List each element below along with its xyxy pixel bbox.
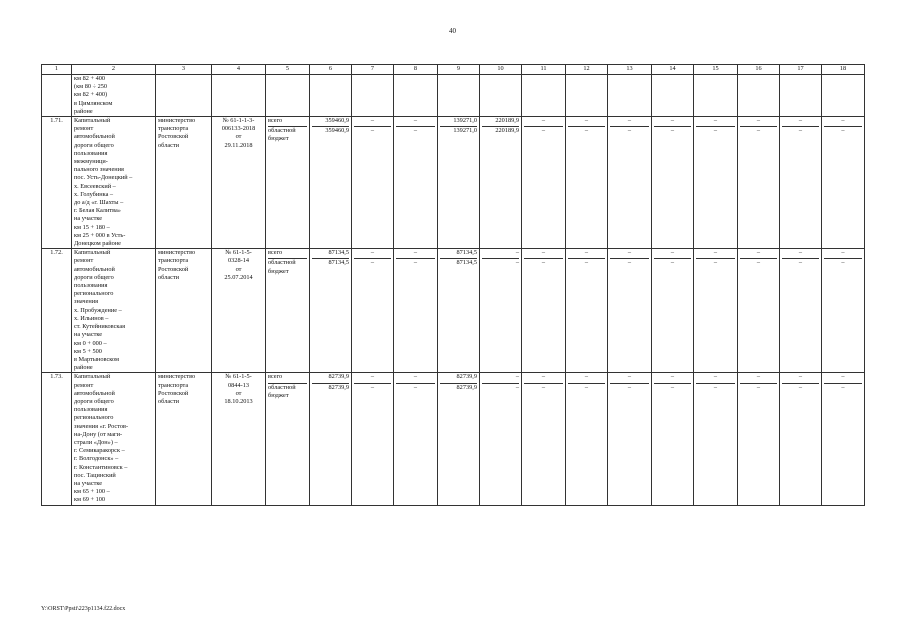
total-value: 139271,0 [440,117,477,127]
road-name-line: в Мартыновском [74,355,119,363]
road-name-line: ремонт [74,125,94,133]
road-name-line: км 15 + 180 – [74,223,110,231]
source-total: всего [268,373,307,383]
customer-line: Ростовской [158,265,189,273]
road-name-line: км 69 + 100 [74,496,106,504]
total-value: 87134,5 [440,249,477,259]
value-cell [566,117,608,249]
value-cell [652,249,694,373]
column-header: 6 [310,65,352,75]
customer-line: области [158,273,180,281]
road-name-line: до а/д «г. Шахты – [74,199,124,207]
column-header: 1 [42,65,72,75]
road-name-line: пального значения [74,166,124,174]
source-budget-line: областной [268,383,296,391]
customer-line: министерство [158,373,196,381]
row-number: 1.71. [42,117,72,249]
value-cell [522,117,566,249]
budget-value: – [756,259,761,267]
total-value: – [824,117,862,127]
contract-line: 18.10.2013 [224,397,253,405]
table-cell [608,75,652,117]
funding-source [266,373,310,505]
customer-line: транспорта [158,257,189,265]
total-value: – [396,373,435,383]
total-value: – [396,117,435,127]
contract-line: № 61-1-5- [225,373,252,381]
source-budget-line: областной [268,127,296,135]
road-name-line: км 82 + 400 [74,75,106,82]
value-cell [780,373,822,505]
road-name-line: ремонт [74,257,94,265]
budget-value: – [584,383,589,391]
value-cell [694,373,738,505]
contract-line: от [235,265,242,273]
table-cell [310,75,352,117]
value-cell [738,117,780,249]
budget-value: – [756,127,761,135]
value-cell [608,249,652,373]
column-header: 16 [738,65,780,75]
road-name-line: пользования [74,406,108,414]
road-name-line: км 5 + 500 [74,347,102,355]
road-name-line: регионального [74,290,114,298]
total-value: – [354,373,391,383]
column-header: 14 [652,65,694,75]
table-cell [566,75,608,117]
budget-value: – [541,127,546,135]
road-name-line: дороги общего [74,141,114,149]
road-name-line: х. Ильинов – [74,314,109,322]
budget-value: – [798,259,803,267]
column-header: 12 [566,65,608,75]
road-name [72,117,156,249]
value-cell [310,249,352,373]
customer-line: Ростовской [158,389,189,397]
budget-value: – [515,259,519,267]
road-name-line: районе [74,107,93,115]
budget-value: – [370,259,375,267]
table-cell [780,75,822,117]
row-number: 1.72. [42,249,72,373]
value-cell [522,249,566,373]
source-total: всего [268,249,307,259]
contract-line: от [235,133,242,141]
road-name [72,249,156,373]
road-name-line: регионального [74,414,114,422]
contract-line: 0328-14 [228,257,249,265]
total-value: – [482,249,519,259]
contract-line: № 61-1-5- [225,249,252,257]
road-name-line: км 65 + 100 – [74,488,110,496]
value-cell [310,373,352,505]
road-name-line: значения [74,298,98,306]
column-header: 5 [266,65,310,75]
budget-value: – [670,259,675,267]
customer [156,249,212,373]
contract-line: 29.11.2018 [224,141,253,149]
budget-value: – [756,383,761,391]
value-cell [438,373,480,505]
customer-line: Ростовской [158,133,189,141]
value-cell [352,373,394,505]
customer [156,117,212,249]
column-header: 15 [694,65,738,75]
source-total: всего [268,117,307,127]
source-budget-line: бюджет [268,391,289,399]
customer-line: министерство [158,249,196,257]
road-name-line: км 0 + 000 – [74,339,107,347]
total-value: – [654,117,691,127]
road-name-line: г. Константиновск – [74,463,128,471]
value-cell [352,249,394,373]
total-value: – [524,373,563,383]
road-name-line: г. Белая Калитва» [74,207,121,215]
budget-value: – [841,383,845,391]
total-value: – [568,249,605,259]
value-cell [652,117,694,249]
source-budget-line: областной [268,259,296,267]
table-row [42,373,865,505]
budget-value: – [413,127,418,135]
road-name-line: х. Голубинка – [74,190,114,198]
road-name-line: (км 80 ÷ 250 [74,83,108,91]
column-header: 10 [480,65,522,75]
column-header: 7 [352,65,394,75]
table-cell [352,75,394,117]
contract-line: от [235,389,242,397]
value-cell [694,117,738,249]
table-cell [266,75,310,117]
total-value: – [824,373,862,383]
total-value: – [824,249,862,259]
total-value: 359460,9 [312,117,349,127]
road-name-line: км 25 + 000 в Усть- [74,231,126,239]
road-name-line: районе [74,364,93,372]
road-name-line: значения «г. Ростов- [74,422,129,430]
budget-value: – [584,259,589,267]
road-name-line: пользования [74,149,108,157]
road-name-line: межмуници- [74,158,108,166]
total-value: – [396,249,435,259]
value-cell [480,249,522,373]
total-value: 220189,9 [482,117,519,127]
total-value: – [782,373,819,383]
road-name-line: х. Пробуждение – [74,306,122,314]
value-cell [780,117,822,249]
road-name-line: на участке [74,215,103,223]
budget-value: 87134,5 [456,259,477,267]
value-cell [310,117,352,249]
continuation-row [42,75,865,117]
funding-source [266,117,310,249]
road-name-line: автомобильной [74,265,115,273]
budget-value: – [670,383,675,391]
value-cell [738,249,780,373]
table-cell [156,75,212,117]
contract-line: 0844-13 [228,381,249,389]
road-name-line: пос. Усть-Донецкий – [74,174,133,182]
budget-value: – [541,259,546,267]
column-header: 13 [608,65,652,75]
value-cell [608,373,652,505]
road-name-line: Донецком районе [74,240,121,248]
total-value: – [610,117,649,127]
road-name-line: автомобильной [74,389,115,397]
value-cell [822,249,865,373]
row-number: 1.73. [42,373,72,505]
budget-value: – [370,383,375,391]
value-cell [480,117,522,249]
value-cell [352,117,394,249]
contract [212,117,266,249]
column-header: 11 [522,65,566,75]
budget-value: 359460,9 [325,127,349,135]
road-name-line: ремонт [74,381,94,389]
table-row [42,117,865,249]
budget-value: – [627,259,632,267]
contract [212,249,266,373]
budget-value: – [413,259,418,267]
column-header: 3 [156,65,212,75]
program-table [41,64,865,506]
table-cell [394,75,438,117]
total-value: 87134,5 [312,249,349,259]
budget-value: – [713,127,718,135]
road-name-line: дороги общего [74,397,114,405]
budget-value: – [584,127,589,135]
table-row [42,249,865,373]
value-cell [822,117,865,249]
column-header: 18 [822,65,865,75]
road-name-line: автомобильной [74,133,115,141]
total-value: – [354,117,391,127]
total-value: – [482,373,519,383]
column-header: 2 [72,65,156,75]
value-cell [566,249,608,373]
road-name-line: км 82 + 400) [74,91,108,99]
footer-file-path: Y:\ORST\Ppsti\223p1134.f22.docx [41,606,126,612]
column-header: 4 [212,65,266,75]
total-value: – [654,373,691,383]
total-value: – [782,249,819,259]
table-cell [212,75,266,117]
contract-line: 25.07.2014 [224,273,253,281]
total-value: – [740,117,777,127]
table-cell [738,75,780,117]
value-cell [394,249,438,373]
road-name-line: в Цимлянском [74,99,113,107]
table-cell [522,75,566,117]
value-cell [522,373,566,505]
total-value: – [654,249,691,259]
total-value: – [782,117,819,127]
value-cell [480,373,522,505]
table-cell [694,75,738,117]
value-cell [394,373,438,505]
budget-value: – [713,383,718,391]
budget-value: 87134,5 [328,259,349,267]
road-name-line: пос. Тацинский [74,471,116,479]
total-value: – [524,117,563,127]
budget-value: – [841,127,845,135]
budget-value: – [627,127,632,135]
value-cell [780,249,822,373]
budget-value: – [798,383,803,391]
value-cell [738,373,780,505]
total-value: – [610,249,649,259]
customer [156,373,212,505]
contract [212,373,266,505]
source-budget-line: бюджет [268,135,289,143]
total-value: – [354,249,391,259]
road-name [72,373,156,505]
budget-value: 82739,9 [328,383,349,391]
funding-source [266,249,310,373]
table-cell [438,75,480,117]
value-cell [438,249,480,373]
road-name-line: г. Семикаракорск – [74,447,125,455]
column-header: 8 [394,65,438,75]
road-name-line: на участке [74,331,103,339]
road-name-line: Капитальный [74,117,111,125]
value-cell [822,373,865,505]
road-name-line: на-Дону (от маги- [74,430,123,438]
customer-line: министерство [158,117,196,125]
header-row [42,65,865,75]
source-budget-line: бюджет [268,267,289,275]
road-name-line: Капитальный [74,249,111,257]
budget-value: – [370,127,375,135]
budget-value: 220189,9 [495,127,519,135]
budget-value: – [670,127,675,135]
total-value: – [696,117,735,127]
road-name-line: на участке [74,479,103,487]
table-cell [72,75,156,117]
budget-value: – [713,259,718,267]
total-value: – [524,249,563,259]
road-name-line: Капитальный [74,373,111,381]
value-cell [566,373,608,505]
page-number: 40 [449,27,456,35]
total-value: – [568,373,605,383]
road-name-line: дороги общего [74,273,114,281]
budget-value: – [841,259,845,267]
table-cell [652,75,694,117]
road-name-line: страли «Дон») – [74,438,118,446]
budget-value: 82739,9 [456,383,477,391]
value-cell [608,117,652,249]
table-cell [480,75,522,117]
value-cell [394,117,438,249]
budget-value: – [541,383,546,391]
total-value: 82739,9 [440,373,477,383]
total-value: 82739,9 [312,373,349,383]
value-cell [438,117,480,249]
value-cell [652,373,694,505]
column-header: 9 [438,65,480,75]
budget-value: – [798,127,803,135]
contract-line: 006133-2018 [221,125,256,133]
total-value: – [740,249,777,259]
customer-line: транспорта [158,381,189,389]
total-value: – [568,117,605,127]
contract-line: № 61-1-1-3- [222,117,255,125]
customer-line: области [158,397,180,405]
value-cell [694,249,738,373]
budget-value: – [627,383,632,391]
customer-line: области [158,141,180,149]
total-value: – [740,373,777,383]
customer-line: транспорта [158,125,189,133]
road-name-line: х. Евсеевский – [74,182,116,190]
column-header: 17 [780,65,822,75]
total-value: – [610,373,649,383]
budget-value: – [515,383,519,391]
budget-value: – [413,383,418,391]
table-cell [42,75,72,117]
total-value: – [696,373,735,383]
road-name-line: ст. Кутейниковская [74,323,126,331]
table-cell [822,75,865,117]
road-name-line: г. Волгодонск» – [74,455,119,463]
road-name-line: пользования [74,282,108,290]
total-value: – [696,249,735,259]
budget-value: 139271,0 [453,127,477,135]
